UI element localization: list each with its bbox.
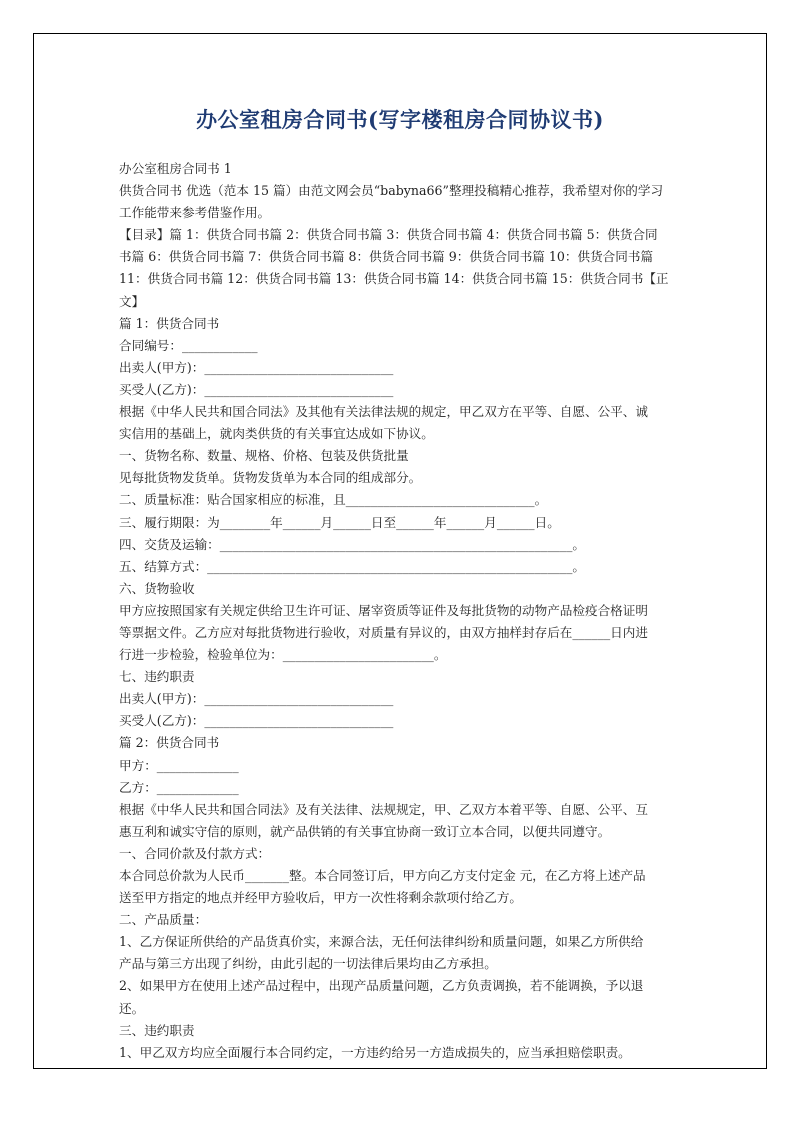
text-line: 五、结算方式：__________________________________________________________。 <box>119 558 585 574</box>
text-line: 合同编号：____________ <box>119 337 258 353</box>
text-line: 甲方应按照国家有关规定供给卫生许可证、屠宰资质等证件及每批货物的动物产品检疫合格证明 <box>119 602 648 618</box>
text-line: 乙方：_____________ <box>119 779 239 795</box>
text-line: 篇 2：供货合同书 <box>119 735 220 751</box>
text-line: 工作能带来参考借鉴作用。 <box>119 205 271 221</box>
text-line: 办公室租房合同书 1 <box>119 161 232 176</box>
text-line: 一、合同价款及付款方式： <box>119 845 271 861</box>
text-line: 1、甲乙双方均应全面履行本合同约定，一方违约给另一方造成损失的，应当承担赔偿职责。 <box>119 1044 631 1060</box>
text-line: 行进一步检验，检验单位为：________________________。 <box>119 647 447 663</box>
text-line: 甲方：_____________ <box>119 757 239 773</box>
text-line: 二、产品质量： <box>119 912 208 928</box>
text-line: 买受人(乙方)：______________________________ <box>119 713 394 729</box>
text-line: 1、乙方保证所供给的产品货真价实，来源合法，无任何法律纠纷和质量问题，如果乙方所供给 <box>119 934 644 950</box>
text-line: 根据《中华人民共和国合同法》及其他有关法律法规的规定，甲乙双方在平等、自愿、公平、诚 <box>119 404 648 420</box>
text-line: 文】 <box>119 293 145 309</box>
document-body <box>119 158 681 1064</box>
text-line: 一、货物名称、数量、规格、价格、包装及供货批量 <box>119 448 409 464</box>
text-line: 六、货物验收 <box>119 580 195 596</box>
text-line: 篇 1：供货合同书 <box>119 315 220 331</box>
text-line: 书篇 6：供货合同书篇 7：供货合同书篇 8：供货合同书篇 9：供货合同书篇 10：供货合同书篇 <box>119 249 654 265</box>
text-line: 等票据文件。乙方应对每批货物进行验收，对质量有异议的，由双方抽样封存后在______日内进 <box>119 624 648 640</box>
text-line: 四、交货及运输：________________________________________________________。 <box>119 536 585 552</box>
text-line: 11：供货合同书篇 12：供货合同书篇 13：供货合同书篇 14：供货合同书篇 15：供货合同书【正 <box>119 271 669 287</box>
text-line: 七、违约职责 <box>119 669 195 685</box>
text-line: 送至甲方指定的地点并经甲方验收后，甲方一次性将剩余款项付给乙方。 <box>119 890 522 906</box>
text-line: 产品与第三方出现了纠纷，由此引起的一切法律后果均由乙方承担。 <box>119 956 497 972</box>
text-line: 出卖人(甲方)：______________________________ <box>119 359 394 375</box>
document-title: 办公室租房合同书(写字楼租房合同协议书) <box>196 107 604 132</box>
text-line: 惠互利和诚实守信的原则，就产品供销的有关事宜协商一致订立本合同，以便共同遵守。 <box>119 823 611 839</box>
text-line: 供货合同书 优选（范本 15 篇）由范文网会员“babyna66”整理投稿精心推荐，我希望对你的学习 <box>119 183 664 199</box>
text-line: 根据《中华人民共和国合同法》及有关法律、法规规定，甲、乙双方本着平等、自愿、公平、互 <box>119 801 648 817</box>
text-line: 三、违约职责 <box>119 1022 195 1038</box>
text-line: 本合同总价款为人民币_______整。本合同签订后，甲方向乙方支付定金 元，在乙方将上述产品 <box>119 868 646 883</box>
text-line: 买受人(乙方)：______________________________ <box>119 381 394 397</box>
text-line: 还。 <box>119 1000 145 1016</box>
text-line: 三、履行期限：为________年______月______日至______年______月______日。 <box>119 514 560 530</box>
text-line: 【目录】篇 1：供货合同书篇 2：供货合同书篇 3：供货合同书篇 4：供货合同书篇 5：供货合同 <box>119 227 658 243</box>
text-line: 2、如果甲方在使用上述产品过程中，出现产品质量问题，乙方负责调换，若不能调换，予以退 <box>119 978 644 994</box>
text-line: 实信用的基础上，就肉类供货的有关事宜达成如下协议。 <box>119 426 434 442</box>
text-line: 二、质量标准：贴合国家相应的标准，且______________________________。 <box>119 492 548 508</box>
text-line: 见每批货物发货单。货物发货单为本合同的组成部分。 <box>119 470 422 486</box>
text-line: 出卖人(甲方)：______________________________ <box>119 691 394 707</box>
